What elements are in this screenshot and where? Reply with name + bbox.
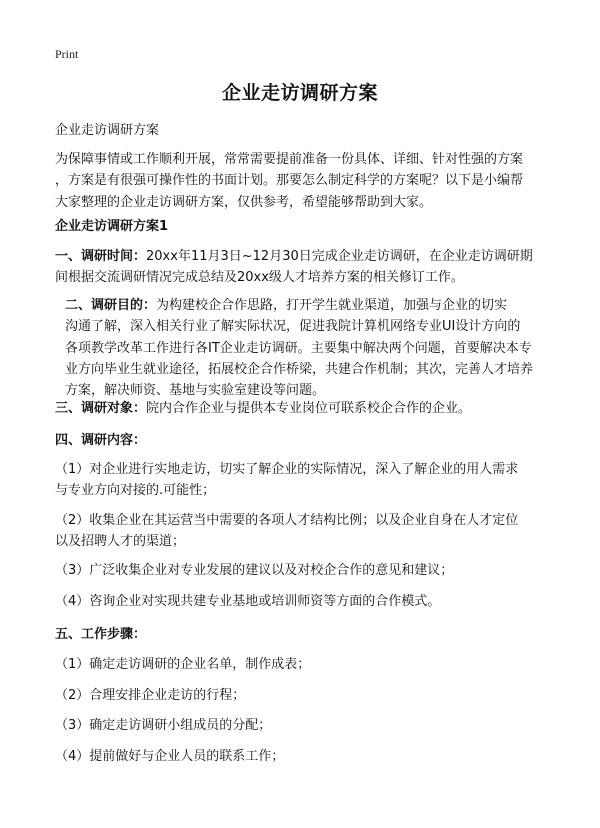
target-paragraph	[55, 398, 555, 419]
document-title: 企业走访调研方案	[221, 82, 378, 104]
step-item-4: （4）提前做好与企业人员的联系工作；	[55, 749, 285, 764]
target-lead: 三、调研对象：	[55, 401, 147, 416]
time-body: 20xx年11月3日~12月30日完成企业走访调研，在企业走访调研期 间根据交流调研情况完成总结及20xx级人才培养方案的相关修订工作。	[55, 249, 533, 286]
content-item-1: （1）对企业进行实地走访，切实了解企业的实际情况，深入了解企业的用人需求 与专业方向对接的.可能性；	[55, 462, 519, 499]
content-item-3: （3）广泛收集企业对专业发展的建议以及对校企合作的意见和建议；	[55, 563, 454, 578]
content-item-4: （4）咨询企业对实现共建专业基地或培训师资等方面的合作模式。	[55, 594, 441, 609]
content-item-2: （2）收集企业在其运营当中需要的各项人才结构比例；以及企业自身在人才定位 以及招聘人才的渠道；	[55, 513, 519, 550]
step-item-1: （1）确定走访调研的企业名单，制作成表；	[55, 657, 311, 672]
time-paragraph	[55, 246, 555, 289]
time-lead: 一、调研时间：	[55, 249, 147, 264]
purpose-lead: 二、调研目的：	[65, 298, 157, 313]
document-subtitle: 企业走访调研方案	[55, 123, 160, 138]
section-heading: 企业走访调研方案1	[55, 219, 169, 234]
print-label: Print	[55, 47, 79, 61]
purpose-paragraph	[55, 295, 555, 401]
purpose-body: 为构建校企合作思路，打开学生就业渠道，加强与企业的切实 沟通了解，深入相关行业了解实际状况，促进我院计算机网络专业UI设计方向的 各项教学改革工作进行各IT企业走访调研。主要集中解决两个问题，首要解决本专 业方向毕业生就业途径，拓展校企合作桥梁，共建合作机制；其次，完善人才培养 方案，解决师资、基地与实验室建设等问题。	[65, 298, 534, 399]
target-body: 院内合作企业与提供本专业岗位可联系校企合作的企业。	[146, 401, 472, 416]
step-item-3: （3）确定走访调研小组成员的分配；	[55, 718, 272, 733]
steps-heading: 五、工作步骤：	[55, 627, 147, 642]
intro-paragraph: 为保障事情或工作顺利开展，常常需要提前准备一份具体、详细、针对性强的方案 ，方案是有很强可操作性的书面计划。那要怎么制定科学的方案呢？以下是小编帮 大家整理的企业走访调研方案，仅供参考，希望能够帮助到大家。	[55, 152, 524, 210]
content-heading: 四、调研内容：	[55, 433, 147, 448]
step-item-2: （2）合理安排企业走访的行程；	[55, 688, 246, 703]
